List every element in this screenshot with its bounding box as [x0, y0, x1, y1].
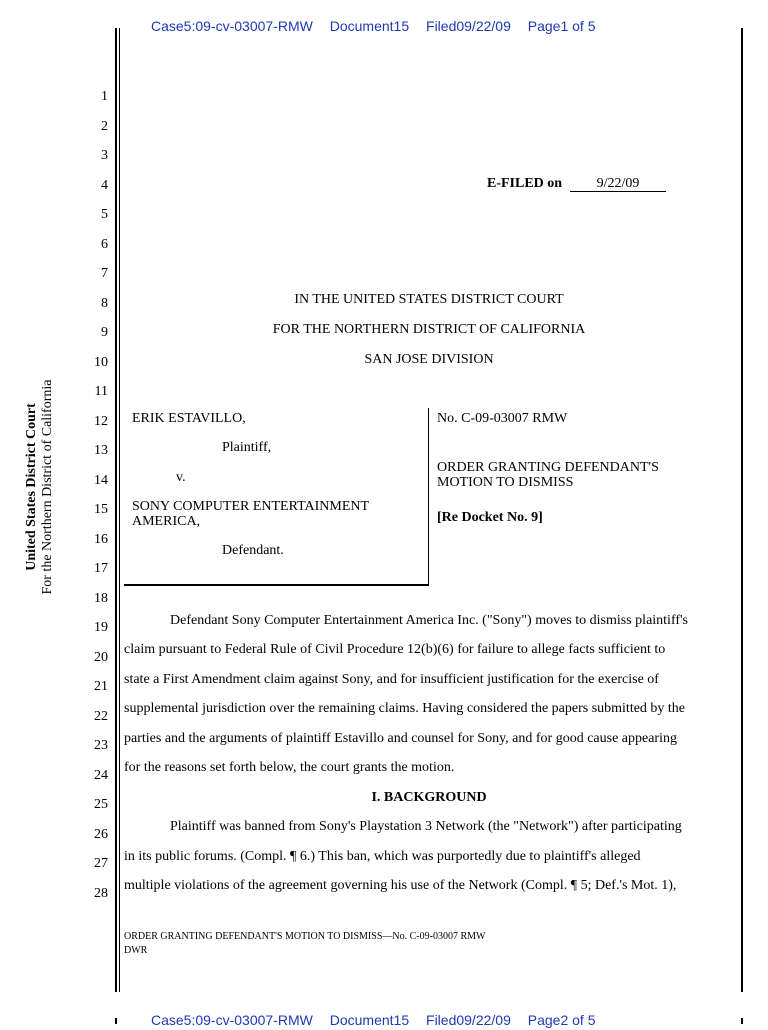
- section-heading: I. BACKGROUND: [371, 790, 487, 805]
- court-division: SAN JOSE DIVISION: [364, 352, 494, 367]
- line-number: 5: [101, 207, 108, 222]
- line-number: 6: [101, 236, 108, 252]
- line-number: 12: [94, 413, 108, 429]
- next-page-left-rule: [115, 1018, 117, 1024]
- header-case-number: Case5:09-cv-03007-RMW: [151, 18, 313, 34]
- efiled-label: E-FILED on: [487, 176, 563, 191]
- line-number: 24: [94, 767, 108, 783]
- line-number: 8: [101, 295, 108, 311]
- line-number: 7: [101, 266, 108, 281]
- body-line-26: Plaintiff was banned from Sony's Playstation 3 Network (the "Network") after participating: [170, 819, 682, 834]
- right-margin-rule: [741, 28, 743, 992]
- footer-initials: DWR: [124, 945, 148, 956]
- order-title-line1: ORDER GRANTING DEFENDANT'S: [437, 460, 659, 475]
- line-number: 11: [94, 384, 108, 399]
- line-number: 3: [101, 148, 108, 163]
- body-line-21: state a First Amendment claim against Sony, and for insufficient justification for the exercise of: [124, 672, 659, 687]
- body-line-20: claim pursuant to Federal Rule of Civil Procedure 12(b)(6) for failure to allege facts sufficient to: [124, 642, 666, 657]
- line-number: 14: [94, 472, 108, 488]
- header-page: Page1 of 5: [527, 18, 596, 34]
- body-line-28: multiple violations of the agreement governing his use of the Network (Compl. ¶ 5; Def.'s Mot. 1),: [124, 878, 677, 893]
- body-line-19: Defendant Sony Computer Entertainment America Inc. ("Sony") moves to dismiss plaintiff's: [170, 613, 688, 628]
- next-page-right-rule: [741, 1018, 743, 1024]
- line-number: 17: [94, 561, 108, 576]
- defendant-name-line1: SONY COMPUTER ENTERTAINMENT: [132, 499, 370, 514]
- caption-divider: [428, 408, 429, 586]
- defendant-name-line2: AMERICA,: [132, 514, 201, 529]
- line-number: 2: [101, 118, 108, 134]
- line-number: 13: [94, 443, 108, 458]
- line-number: 4: [101, 177, 108, 193]
- case-number: No. C-09-03007 RMW: [437, 411, 568, 426]
- next-header-page: Page2 of 5: [527, 1012, 596, 1028]
- docket-reference: [Re Docket No. 9]: [437, 510, 543, 525]
- body-line-22: supplemental jurisdiction over the remaining claims. Having considered the papers submitted by the: [124, 701, 686, 716]
- left-margin-rule: [115, 28, 117, 992]
- line-number: 1: [101, 89, 108, 104]
- line-number: 9: [101, 325, 108, 340]
- court-district: FOR THE NORTHERN DISTRICT OF CALIFORNIA: [272, 322, 586, 337]
- line-number: 10: [94, 354, 108, 370]
- watermark-court: United States District Court: [24, 403, 39, 571]
- next-page-ecf-header: [151, 1012, 608, 1030]
- body-line-23: parties and the arguments of plaintiff Estavillo and counsel for Sony, and for good cause appearing: [124, 731, 677, 746]
- next-header-document: Document15: [329, 1012, 410, 1028]
- header-document: Document15: [329, 18, 410, 34]
- line-number: 20: [94, 649, 108, 665]
- body-line-27: in its public forums. (Compl. ¶ 6.) This ban, which was purportedly due to plaintiff's alleged: [124, 849, 641, 864]
- header-filed-date: Filed09/22/09: [426, 18, 511, 34]
- line-number: 23: [94, 738, 108, 753]
- line-number: 16: [94, 531, 108, 547]
- efiled-date: 9/22/09: [570, 176, 666, 192]
- line-number: 18: [94, 590, 108, 606]
- line-number: 28: [94, 885, 108, 901]
- line-number: 21: [94, 679, 108, 694]
- line-number: 25: [94, 797, 108, 812]
- left-margin-rule-inner: [119, 28, 120, 992]
- line-number: 15: [94, 502, 108, 517]
- line-number: 26: [94, 826, 108, 842]
- court-name: IN THE UNITED STATES DISTRICT COURT: [294, 292, 564, 307]
- plaintiff-name: ERIK ESTAVILLO,: [132, 411, 246, 426]
- ecf-header: [151, 18, 608, 36]
- watermark-district: For the Northern District of California: [40, 379, 55, 595]
- order-title-line2: MOTION TO DISMISS: [437, 475, 574, 490]
- footer-title: ORDER GRANTING DEFENDANT'S MOTION TO DISMISS—No. C-09-03007 RMW: [124, 931, 486, 942]
- line-number: 19: [94, 620, 108, 635]
- line-number: 27: [94, 856, 108, 871]
- side-watermark: [24, 367, 64, 607]
- caption-underline: [124, 584, 429, 586]
- versus: v.: [176, 470, 186, 485]
- next-header-case-number: Case5:09-cv-03007-RMW: [151, 1012, 313, 1028]
- defendant-role: Defendant.: [222, 543, 284, 558]
- plaintiff-role: Plaintiff,: [222, 440, 272, 455]
- line-number: 22: [94, 708, 108, 724]
- next-header-filed-date: Filed09/22/09: [426, 1012, 511, 1028]
- body-line-24: for the reasons set forth below, the court grants the motion.: [124, 760, 455, 775]
